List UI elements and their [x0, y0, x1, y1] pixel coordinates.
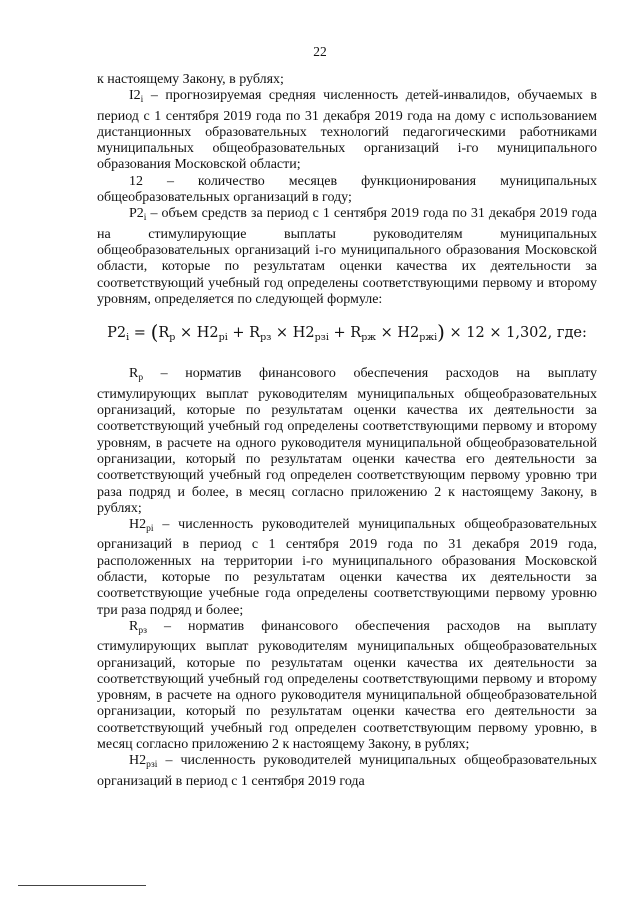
paragraph-rpz-definition — [97, 619, 597, 753]
symbol-rp: R — [129, 366, 139, 382]
formula-term: + R — [328, 325, 362, 342]
formula-close-paren: ) — [437, 320, 445, 345]
definition-text: – прогнозируемая средняя численность детей-инвалидов, обучаемых в период с 1 сентября 2019 года по 31 декабря 2019 года на дому с использованием дистанционных образовательных технологий педагогическими работниками муниципальных общеобразовательных организаций i-го муниципального образования Московской области; — [97, 88, 597, 173]
paragraph-p2-definition — [97, 206, 597, 308]
paragraph-rp-definition — [97, 366, 597, 517]
symbol-h2pi: H2 — [129, 517, 147, 533]
formula-sub: рж — [361, 332, 377, 344]
symbol-h2pzi: H2 — [129, 753, 147, 769]
paragraph-1: к настоящему Закону, в рублях; — [97, 72, 284, 87]
paragraph-i2-definition — [97, 88, 597, 173]
definition-text: – численность руководителей муниципальных общеобразовательных организаций в период с 1 сентября 2019 года по 31 декабря 2019 года, расположенных на территории i-го муниципального образования Московской области, которые по результатам оценки качества их деятельности за соответствующие учебные года определены соответствующими первому уровню три раза подряд и более; — [97, 517, 597, 618]
formula-term: + R — [227, 325, 261, 342]
definition-text: – норматив финансового обеспечения расходов на выплату стимулирующих выплат руководителям муниципальных общеобразовательных организаций, которые по результатам оценки качества их деятельности за соответствующий учебный год определены соответствующими первому и второму уровням, в расчете на одного руководителя муниципальной общеобразовательной организации, который по результатам оценки качества его деятельности за соответствующий учебный год определен соответствующим первому уровню три раза подряд и более, в месяц согласно приложению 2 к настоящему Закону, в рублях; — [97, 366, 597, 516]
symbol-rpz: R — [129, 618, 139, 634]
page-number: 22 — [313, 44, 327, 59]
formula-equals: = — [129, 325, 151, 342]
formula-sub: рзi — [314, 332, 329, 344]
formula-sub: рi — [218, 332, 228, 344]
subscript: рзi — [146, 760, 158, 771]
formula-term: × H2 — [376, 325, 420, 342]
footnote-separator — [18, 885, 146, 886]
formula — [97, 320, 597, 346]
formula-term: × H2 — [175, 325, 219, 342]
paragraph-h2pzi-definition — [97, 753, 597, 790]
subscript: i — [143, 213, 147, 224]
subscript: рз — [138, 625, 147, 636]
subscript: р — [138, 373, 144, 384]
definition-text: – объем средств за период с 1 сентября 2019 года по 31 декабря 2019 года на стимулирующие выплаты руководителям муниципальных общеобразовательных организаций i-го муниципального образования Московской области, которые по результатам оценки качества их деятельности за соответствующий учебный год определены соответствующими первому и второму уровням, определяется по следующей формуле: — [97, 206, 597, 307]
symbol-i2: I2 — [129, 88, 141, 104]
formula-sub: ржi — [419, 332, 438, 344]
subscript: рi — [146, 524, 154, 535]
symbol-p2: P2 — [129, 206, 144, 222]
formula-tail: × 12 × 1,302, где: — [444, 325, 587, 342]
paragraph-h2pi-definition — [97, 517, 597, 619]
formula-sub: р — [169, 332, 176, 344]
formula-r: R — [158, 325, 170, 342]
formula-open-paren: ( — [150, 320, 159, 345]
document-body — [97, 72, 597, 790]
paragraph-12-definition: 12 – количество месяцев функционирования муниципальных общеобразовательных организаций в году; — [97, 173, 597, 206]
formula-lhs: P2 — [107, 325, 127, 342]
formula-term: × H2 — [271, 325, 315, 342]
definition-text: – численность руководителей муниципальных общеобразовательных организаций в период с 1 сентября 2019 года — [97, 753, 597, 789]
formula-sub: рз — [260, 332, 272, 344]
subscript: i — [140, 95, 144, 106]
definition-text: – норматив финансового обеспечения расходов на выплату стимулирующих выплат руководителям муниципальных общеобразовательных организаций, которые по результатам оценки качества их деятельности за соответствующий учебный год определены соответствующими первому и второму уровням, в расчете на одного руководителя муниципальной общеобразовательной организации, который по результатам оценки качества его деятельности за соответствующий учебный год определен соответствующим первому уровню, в месяц согласно приложению 2 к настоящему Закону, в рублях; — [97, 618, 597, 752]
formula-lhs-sub: i — [126, 332, 130, 344]
